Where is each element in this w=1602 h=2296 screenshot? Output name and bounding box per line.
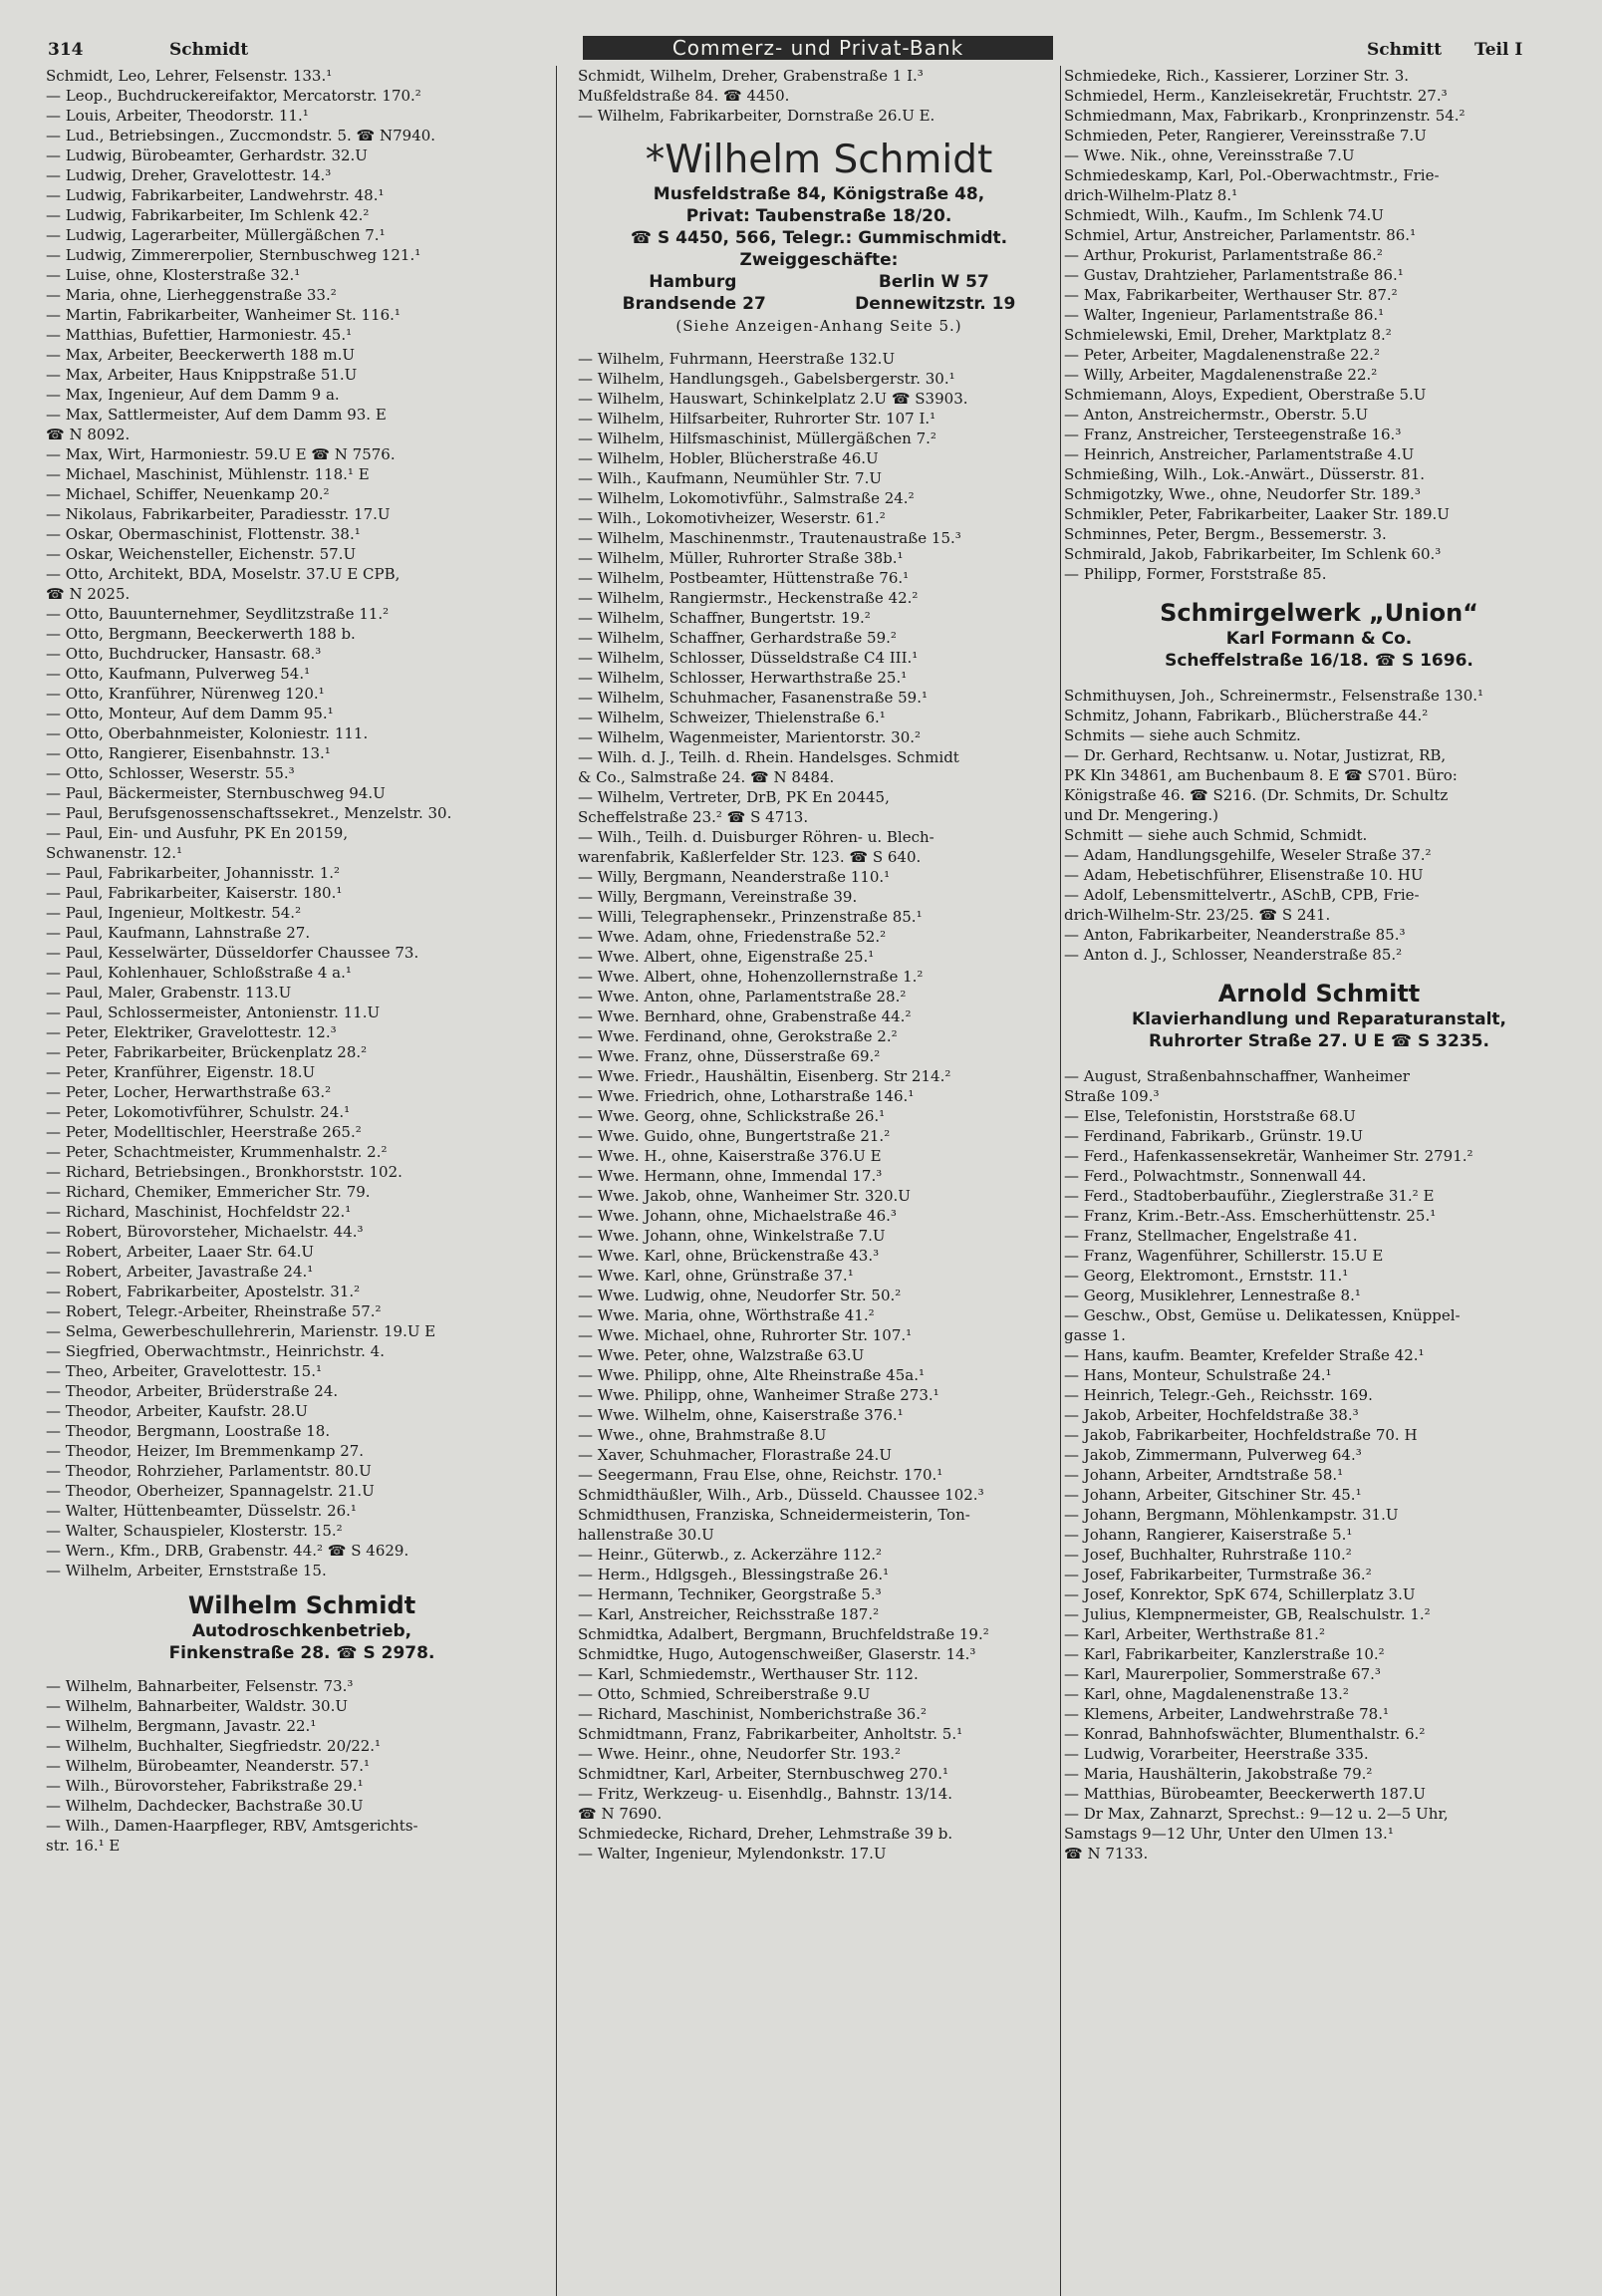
ad-street: Dennewitzstr. 19 [855,294,1016,314]
directory-entry: — Max, Fabrikarbeiter, Werthauser Str. 87.² [1064,286,1398,304]
directory-entry: — Wwe. Karl, ohne, Brückenstraße 43.³ [578,1247,880,1265]
ad-line: Autodroschkenbetrieb, [191,1621,412,1641]
directory-entry: — Walter, Ingenieur, Mylendonkstr. 17.U [578,1845,887,1863]
directory-entry: — Otto, Schmied, Schreiberstraße 9.U [578,1685,871,1703]
directory-entry: — Wwe. Adam, ohne, Friedenstraße 52.² [578,928,887,946]
directory-entry: Schmidtmann, Franz, Fabrikarbeiter, Anholtstr. 5.¹ [578,1725,963,1743]
directory-entry: — Wilhelm, Bürobeamter, Neanderstr. 57.¹ [46,1757,371,1775]
directory-entry: ☎ N 2025. [46,585,131,603]
directory-entry: — Franz, Wagenführer, Schillerstr. 15.U E [1064,1247,1384,1265]
directory-entry: — Otto, Bergmann, Beeckerwerth 188 b. [46,625,356,643]
directory-entry: — Klemens, Arbeiter, Landwehrstraße 78.¹ [1064,1705,1389,1723]
ad-line: Musfeldstraße 84, Königstraße 48, [653,184,985,204]
directory-entry: Schmiedt, Wilh., Kaufm., Im Schlenk 74.U [1064,206,1384,224]
directory-entry: — Wern., Kfm., DRB, Grabenstr. 44.² ☎ S 4629. [46,1542,409,1560]
directory-entry: — Robert, Telegr.-Arbeiter, Rheinstraße 57.² [46,1302,382,1320]
directory-entry: — Max, Ingenieur, Auf dem Damm 9 a. [46,386,340,404]
directory-entry: — Robert, Arbeiter, Javastraße 24.¹ [46,1263,314,1281]
directory-entry: Mußfeldstraße 84. ☎ 4450. [578,87,790,105]
directory-entry: — Theodor, Arbeiter, Brüderstraße 24. [46,1382,339,1400]
directory-entry: & Co., Salmstraße 24. ☎ N 8484. [578,768,835,786]
directory-entry: — Adam, Handlungsgehilfe, Weseler Straße 37.² [1064,846,1432,864]
directory-entry: — Ferd., Hafenkassensekretär, Wanheimer Str. 2791.² [1064,1147,1473,1165]
directory-entry: Schmitz, Johann, Fabrikarb., Blücherstraße 44.² [1064,707,1429,724]
directory-entry: — Wwe. Friedr., Haushältin, Eisenberg. Str 214.² [578,1067,951,1085]
ad-branch-streets [578,293,1060,315]
directory-entry: Schmiedmann, Max, Fabrikarb., Kronprinzenstr. 54.² [1064,107,1466,125]
column-3 [1064,66,1574,1864]
directory-entry: — Wilhelm, Bergmann, Javastr. 22.¹ [46,1717,317,1735]
entry-list [578,66,1060,126]
directory-entry: — Wwe. Peter, ohne, Walzstraße 63.U [578,1346,865,1364]
directory-entry: — Karl, Anstreicher, Reichsstraße 187.² [578,1605,880,1623]
directory-entry: — Ferd., Polwachtmstr., Sonnenwall 44. [1064,1167,1367,1185]
directory-entry: — Richard, Maschinist, Nomberichstraße 36.² [578,1705,928,1723]
ad-title: Schmirgelwerk „Union“ [1160,599,1478,627]
directory-entry: — Ludwig, Lagerarbeiter, Müllergäßchen 7.¹ [46,226,386,244]
directory-entry: Schmiel, Artur, Anstreicher, Parlamentstr. 86.¹ [1064,226,1417,244]
ad-city: Hamburg [649,272,737,292]
directory-entry: — Ludwig, Vorarbeiter, Heerstraße 335. [1064,1745,1369,1763]
advertisement-schmirgelwerk [1064,598,1574,672]
directory-entry: — Wilh., Bürovorsteher, Fabrikstraße 29.¹ [46,1777,364,1795]
directory-entry: — Karl, Schmiedemstr., Werthauser Str. 112. [578,1665,919,1683]
directory-entry: — Johann, Arbeiter, Arndtstraße 58.¹ [1064,1466,1344,1484]
directory-entry: — Franz, Anstreicher, Tersteegenstraße 16.³ [1064,426,1402,443]
directory-entry: — Max, Sattlermeister, Auf dem Damm 93. E [46,406,387,424]
directory-entry: — Wwe. Jakob, ohne, Wanheimer Str. 320.U [578,1187,911,1205]
directory-entry: — Georg, Elektromont., Ernststr. 11.¹ [1064,1267,1349,1285]
directory-entry: — Dr Max, Zahnarzt, Sprechst.: 9—12 u. 2—5 Uhr, [1064,1805,1449,1823]
entry-list [1064,686,1574,965]
directory-entry: — Theodor, Rohrzieher, Parlamentstr. 80.U [46,1462,372,1480]
directory-entry: — Otto, Schlosser, Weserstr. 55.³ [46,764,295,782]
directory-entry: — Peter, Elektriker, Gravelottestr. 12.³ [46,1023,337,1041]
directory-entry: Schmiemann, Aloys, Expedient, Oberstraße 5.U [1064,386,1427,404]
directory-entry: Schmitt — siehe auch Schmid, Schmidt. [1064,826,1368,844]
directory-entry: — Theodor, Oberheizer, Spannagelstr. 21.U [46,1482,375,1500]
column-divider [1060,66,1061,2296]
directory-entry: Schmidtka, Adalbert, Bergmann, Bruchfeldstraße 19.² [578,1625,989,1643]
directory-entry: — Peter, Kranführer, Eigenstr. 18.U [46,1063,316,1081]
directory-entry: — Wilhelm, Maschinenmstr., Trautenaustraße 15.³ [578,529,961,547]
directory-entry: — Seegermann, Frau Else, ohne, Reichstr. 170.¹ [578,1466,943,1484]
directory-entry: ☎ N 7690. [578,1805,663,1823]
directory-entry: — Richard, Maschinist, Hochfeldstr 22.¹ [46,1203,352,1221]
ad-line: Zweiggeschäfte: [739,250,899,270]
directory-entry: — Selma, Gewerbeschullehrerin, Marienstr. 19.U E [46,1322,436,1340]
ad-title: Wilhelm Schmidt [187,1591,416,1619]
ad-branch-cities [578,271,1060,293]
directory-entry: Samstags 9—12 Uhr, Unter den Ulmen 13.¹ [1064,1825,1394,1843]
directory-entry: — Wwe. Heinr., ohne, Neudorfer Str. 193.² [578,1745,902,1763]
directory-entry: — Wwe., ohne, Brahmstraße 8.U [578,1426,827,1444]
ad-title: Arnold Schmitt [1217,980,1421,1007]
header-section: Teil I [1474,40,1523,60]
directory-entry: Schmidthäußler, Wilh., Arb., Düsseld. Chaussee 102.³ [578,1486,984,1504]
directory-entry: — Wilhelm, Müller, Ruhrorter Straße 38b.¹ [578,549,904,567]
directory-entry: — Wilhelm, Schlosser, Herwarthstraße 25.¹ [578,669,908,687]
directory-entry: — Maria, Haushälterin, Jakobstraße 79.² [1064,1765,1373,1783]
directory-entry: — Wilhelm, Schlosser, Düsseldstraße C4 III.¹ [578,649,919,667]
directory-entry: — Wwe. Johann, ohne, Michaelstraße 46.³ [578,1207,897,1225]
directory-entry: — Otto, Rangierer, Eisenbahnstr. 13.¹ [46,744,331,762]
directory-entry: — Walter, Schauspieler, Klosterstr. 15.² [46,1522,343,1540]
directory-entry: — Peter, Arbeiter, Magdalenenstraße 22.² [1064,346,1380,364]
directory-entry: und Dr. Mengering.) [1064,806,1219,824]
directory-entry: — Ludwig, Fabrikarbeiter, Im Schlenk 42.² [46,206,370,224]
directory-entry: — Wilhelm, Hauswart, Schinkelplatz 2.U ☎ S3903. [578,390,968,408]
directory-entry: — Paul, Berufsgenossenschaftssekret., Menzelstr. 30. [46,804,452,822]
directory-entry: — Wilhelm, Lokomotivführ., Salmstraße 24.² [578,489,915,507]
directory-entry: — Anton, Fabrikarbeiter, Neanderstraße 85.³ [1064,926,1406,944]
directory-entry: — Karl, Fabrikarbeiter, Kanzlerstraße 10.² [1064,1645,1385,1663]
directory-entry: — Walter, Hüttenbeamter, Düsselstr. 26.¹ [46,1502,357,1520]
directory-entry: — Heinrich, Anstreicher, Parlamentstraße 4.U [1064,445,1415,463]
directory-entry: — Jakob, Zimmermann, Pulverweg 64.³ [1064,1446,1362,1464]
advertisement-arnold-schmitt [1064,979,1574,1052]
ad-line: Privat: Taubenstraße 18/20. [685,206,952,226]
ad-line: Finkenstraße 28. ☎ S 2978. [168,1643,435,1663]
directory-entry: — Wilhelm, Postbeamter, Hüttenstraße 76.¹ [578,569,910,587]
directory-entry: — Richard, Betriebsingen., Bronkhorststr. 102. [46,1163,402,1181]
advertisement-wilhelm-schmidt-auto [46,1590,558,1664]
ad-line: Klavierhandlung und Reparaturanstalt, [1132,1009,1506,1029]
directory-entry: — Robert, Arbeiter, Laaer Str. 64.U [46,1243,315,1261]
directory-entry: — Fritz, Werkzeug- u. Eisenhdlg., Bahnstr. 13/14. [578,1785,953,1803]
page-number: 314 [48,40,84,60]
directory-entry: — Michael, Maschinist, Mühlenstr. 118.¹ E [46,465,370,483]
directory-entry: — Wilh., Damen-Haarpfleger, RBV, Amtsgerichts- [46,1817,418,1835]
directory-entry: — Oskar, Weichensteller, Eichenstr. 57.U [46,545,357,563]
directory-entry: — Peter, Lokomotivführer, Schulstr. 24.¹ [46,1103,351,1121]
directory-entry: — Paul, Schlossermeister, Antonienstr. 11.U [46,1004,381,1021]
directory-entry: — Dr. Gerhard, Rechtsanw. u. Notar, Justizrat, RB, [1064,746,1447,764]
directory-entry: — Konrad, Bahnhofswächter, Blumenthalstr. 6.² [1064,1725,1426,1743]
directory-entry: — Otto, Buchdrucker, Hansastr. 68.³ [46,645,322,663]
directory-entry: — Jakob, Arbeiter, Hochfeldstraße 38.³ [1064,1406,1359,1424]
directory-entry: — Wilhelm, Wagenmeister, Marientorstr. 30.² [578,728,922,746]
directory-entry: — Richard, Chemiker, Emmericher Str. 79. [46,1183,371,1201]
directory-entry: — Wilhelm, Hilfsmaschinist, Müllergäßchen 7.² [578,430,936,447]
directory-entry: — Paul, Maler, Grabenstr. 113.U [46,984,292,1002]
directory-entry: Straße 109.³ [1064,1087,1160,1105]
column-1 [46,66,558,1856]
directory-entry: — Josef, Buchhalter, Ruhrstraße 110.² [1064,1546,1352,1564]
ad-line: ☎ S 4450, 566, Telegr.: Gummischmidt. [630,228,1008,248]
directory-entry: — Wilhelm, Schaffner, Bungertstr. 19.² [578,609,871,627]
directory-entry: — Robert, Bürovorsteher, Michaelstr. 44.³ [46,1223,364,1241]
directory-entry: — Paul, Fabrikarbeiter, Johannisstr. 1.² [46,864,341,882]
directory-entry: Schmießing, Wilh., Lok.-Anwärt., Düsserstr. 81. [1064,465,1426,483]
directory-entry: — Paul, Ein- und Ausfuhr, PK En 20159, [46,824,349,842]
directory-entry: — Wilhelm, Vertreter, DrB, PK En 20445, [578,788,890,806]
directory-entry: — Willy, Bergmann, Vereinstraße 39. [578,888,858,906]
directory-entry: Schmirald, Jakob, Fabrikarbeiter, Im Schlenk 60.³ [1064,545,1442,563]
directory-entry: — Philipp, Former, Forststraße 85. [1064,565,1327,583]
directory-entry: — Paul, Kohlenhauer, Schloßstraße 4 a.¹ [46,964,352,982]
directory-entry: — Matthias, Bürobeamter, Beeckerwerth 187.U [1064,1785,1426,1803]
directory-entry: — Wwe. Maria, ohne, Wörthstraße 41.² [578,1306,875,1324]
directory-entry: — Theodor, Arbeiter, Kaufstr. 28.U [46,1402,308,1420]
directory-entry: ☎ N 8092. [46,426,131,443]
directory-entry: — Xaver, Schuhmacher, Florastraße 24.U [578,1446,892,1464]
directory-entry: Schmigotzky, Wwe., ohne, Neudorfer Str. 189.³ [1064,485,1421,503]
directory-entry: — Hans, Monteur, Schulstraße 24.¹ [1064,1366,1332,1384]
directory-entry: — Willy, Bergmann, Neanderstraße 110.¹ [578,868,891,886]
directory-entry: — Wwe. Michael, ohne, Ruhrorter Str. 107.¹ [578,1326,913,1344]
ad-line: Karl Formann & Co. [1225,629,1413,649]
directory-entry: — Wwe. Friedrich, ohne, Lotharstraße 146.¹ [578,1087,915,1105]
directory-entry: — Julius, Klempnermeister, GB, Realschulstr. 1.² [1064,1605,1431,1623]
directory-entry: — Ludwig, Dreher, Gravelottestr. 14.³ [46,166,332,184]
directory-entry: Schmikler, Peter, Fabrikarbeiter, Laaker Str. 189.U [1064,505,1450,523]
directory-entry: — Wilhelm, Arbeiter, Ernststraße 15. [46,1562,327,1579]
directory-entry: Schmiedel, Herm., Kanzleisekretär, Fruchtstr. 27.³ [1064,87,1448,105]
directory-entry: Schmidthusen, Franziska, Schneidermeisterin, Ton- [578,1506,970,1524]
directory-entry: — Ludwig, Bürobeamter, Gerhardstr. 32.U [46,146,368,164]
directory-entry: — Else, Telefonistin, Horststraße 68.U [1064,1107,1356,1125]
directory-entry: Scheffelstraße 23.² ☎ S 4713. [578,808,809,826]
directory-entry: — Robert, Fabrikarbeiter, Apostelstr. 31.² [46,1283,361,1300]
directory-entry: — Wilhelm, Rangiermstr., Heckenstraße 42.² [578,589,919,607]
directory-entry: Schmiedeskamp, Karl, Pol.-Oberwachtmstr., Frie- [1064,166,1440,184]
directory-entry: str. 16.¹ E [46,1837,121,1855]
directory-entry: — Wwe. Guido, ohne, Bungertstraße 21.² [578,1127,891,1145]
directory-entry: — Willy, Arbeiter, Magdalenenstraße 22.² [1064,366,1378,384]
directory-entry: — Wilh., Kaufmann, Neumühler Str. 7.U [578,469,883,487]
directory-entry: — Heinr., Güterwb., z. Ackerzähre 112.² [578,1546,883,1564]
directory-entry: — Wwe. Johann, ohne, Winkelstraße 7.U [578,1227,886,1245]
directory-entry: — Otto, Architekt, BDA, Moselstr. 37.U E CPB, [46,565,400,583]
directory-entry: — Wwe. Albert, ohne, Eigenstraße 25.¹ [578,948,875,966]
directory-entry: — Paul, Bäckermeister, Sternbuschweg 94.U [46,784,386,802]
directory-entry: — Peter, Schachtmeister, Krummenhalstr. 2.² [46,1143,388,1161]
directory-entry: — Otto, Kaufmann, Pulverweg 54.¹ [46,665,311,683]
directory-entry: — Franz, Krim.-Betr.-Ass. Emscherhüttenstr. 25.¹ [1064,1207,1437,1225]
directory-entry: — Wilh., Teilh. d. Duisburger Röhren- u. Blech- [578,828,934,846]
directory-entry: — Lud., Betriebsingen., Zuccmondstr. 5. ☎ N7940. [46,127,436,144]
directory-entry: gasse 1. [1064,1326,1126,1344]
directory-entry: — Max, Wirt, Harmoniestr. 59.U E ☎ N 7576. [46,445,396,463]
directory-entry: — Louis, Arbeiter, Theodorstr. 11.¹ [46,107,309,125]
directory-entry: — Peter, Locher, Herwarthstraße 63.² [46,1083,332,1101]
directory-entry: — Wwe. Hermann, ohne, Immendal 17.³ [578,1167,883,1185]
directory-entry: — Wilhelm, Schuhmacher, Fasanenstraße 59.¹ [578,689,928,707]
column-2 [578,66,1060,1864]
directory-entry: Schmithuysen, Joh., Schreinermstr., Felsenstraße 130.¹ [1064,687,1484,705]
directory-entry: — Ferdinand, Fabrikarb., Grünstr. 19.U [1064,1127,1363,1145]
directory-entry: — Willi, Telegraphensekr., Prinzenstraße 85.¹ [578,908,923,926]
directory-entry: — Maria, ohne, Lierheggenstraße 33.² [46,286,337,304]
directory-entry: — Wwe. Ferdinand, ohne, Gerokstraße 2.² [578,1027,898,1045]
directory-entry: — Wilhelm, Hobler, Blücherstraße 46.U [578,449,879,467]
directory-entry: — Wwe. Wilhelm, ohne, Kaiserstraße 376.¹ [578,1406,904,1424]
directory-entry: — Johann, Rangierer, Kaiserstraße 5.¹ [1064,1526,1353,1544]
directory-entry: — Wwe. Albert, ohne, Hohenzollernstraße 1.² [578,968,924,986]
directory-entry: — Wwe. Philipp, ohne, Alte Rheinstraße 45a.¹ [578,1366,925,1384]
ad-line: Ruhrorter Straße 27. U E ☎ S 3235. [1149,1031,1489,1051]
ad-city: Berlin W 57 [878,272,989,292]
directory-entry: — Hans, kaufm. Beamter, Krefelder Straße 42.¹ [1064,1346,1425,1364]
directory-entry: — Theodor, Heizer, Im Bremmenkamp 27. [46,1442,365,1460]
directory-entry: — Wilhelm, Bahnarbeiter, Felsenstr. 73.³ [46,1677,354,1695]
entry-list [578,349,1060,1864]
directory-entry: — Peter, Fabrikarbeiter, Brückenplatz 28.² [46,1043,368,1061]
directory-entry: — Wwe. Georg, ohne, Schlickstraße 26.¹ [578,1107,886,1125]
directory-entry: — Paul, Ingenieur, Moltkestr. 54.² [46,904,302,922]
directory-entry: — Oskar, Obermaschinist, Flottenstr. 38.¹ [46,525,361,543]
directory-entry: ☎ N 7133. [1064,1845,1149,1863]
directory-entry: — Paul, Kaufmann, Lahnstraße 27. [46,924,311,942]
advertisement-wilhelm-schmidt [578,138,1060,337]
header-banner: Commerz- und Privat-Bank [583,36,1053,60]
directory-entry: — Gustav, Drahtzieher, Parlamentstraße 86.¹ [1064,266,1404,284]
directory-entry: — Wilh., Lokomotivheizer, Weserstr. 61.² [578,509,886,527]
directory-entry: — Anton d. J., Schlosser, Neanderstraße 85.² [1064,946,1403,964]
directory-entry: — Karl, ohne, Magdalenenstraße 13.² [1064,1685,1349,1703]
directory-entry: — Matthias, Bufettier, Harmoniestr. 45.¹ [46,326,353,344]
directory-entry: — Josef, Fabrikarbeiter, Turmstraße 36.² [1064,1566,1372,1583]
directory-entry: — Josef, Konrektor, SpK 674, Schillerplatz 3.U [1064,1585,1416,1603]
directory-entry: — Theodor, Bergmann, Loostraße 18. [46,1422,331,1440]
directory-entry: — Johann, Arbeiter, Gitschiner Str. 45.¹ [1064,1486,1362,1504]
directory-entry: — Otto, Oberbahnmeister, Koloniestr. 111. [46,724,369,742]
directory-entry: — Wilhelm, Schaffner, Gerhardstraße 59.² [578,629,897,647]
directory-entry: — Wwe. Philipp, ohne, Wanheimer Straße 273.¹ [578,1386,939,1404]
entry-list [46,66,558,1580]
directory-entry: warenfabrik, Kaßlerfelder Str. 123. ☎ S 640. [578,848,922,866]
directory-entry: — Wilhelm, Handlungsgeh., Gabelsbergerstr. 30.¹ [578,370,955,388]
ad-street: Brandsende 27 [622,294,766,314]
ad-note: (Siehe Anzeigen-Anhang Seite 5.) [675,317,962,335]
entry-list [1064,1066,1574,1864]
directory-entry: — Wilhelm, Bahnarbeiter, Waldstr. 30.U [46,1697,348,1715]
directory-entry: — Max, Arbeiter, Haus Knippstraße 51.U [46,366,358,384]
directory-entry: — Franz, Stellmacher, Engelstraße 41. [1064,1227,1358,1245]
directory-entry: — Theo, Arbeiter, Gravelottestr. 15.¹ [46,1362,322,1380]
directory-entry: — Ludwig, Fabrikarbeiter, Landwehrstr. 48.¹ [46,186,385,204]
directory-entry: Schmidt, Wilhelm, Dreher, Grabenstraße 1 I.³ [578,67,924,85]
header-right-name: Schmitt [1367,40,1443,60]
directory-entry: — Ludwig, Zimmererpolier, Sternbuschweg 121.¹ [46,246,421,264]
directory-entry: — Paul, Fabrikarbeiter, Kaiserstr. 180.¹ [46,884,343,902]
ad-title: *Wilhelm Schmidt [645,138,993,182]
directory-entry: Schminnes, Peter, Bergm., Bessemerstr. 3. [1064,525,1387,543]
directory-entry: Schmits — siehe auch Schmitz. [1064,726,1301,744]
directory-entry: — Adam, Hebetischführer, Elisenstraße 10. HU [1064,866,1424,884]
directory-entry: — Georg, Musiklehrer, Lennestraße 8.¹ [1064,1287,1361,1304]
directory-entry: — Karl, Arbeiter, Werthstraße 81.² [1064,1625,1325,1643]
ad-line: Scheffelstraße 16/18. ☎ S 1696. [1165,651,1473,671]
directory-entry: — Wwe. Bernhard, ohne, Grabenstraße 44.² [578,1007,912,1025]
directory-entry: — Paul, Kesselwärter, Düsseldorfer Chaussee 73. [46,944,419,962]
directory-entry: PK Kln 34861, am Buchenbaum 8. E ☎ S701. Büro: [1064,766,1458,784]
directory-entry: — Wilhelm, Dachdecker, Bachstraße 30.U [46,1797,364,1815]
directory-entry: drich-Wilhelm-Platz 8.¹ [1064,186,1238,204]
directory-entry: — Anton, Anstreichermstr., Oberstr. 5.U [1064,406,1369,424]
directory-entry: — Heinrich, Telegr.-Geh., Reichsstr. 169. [1064,1386,1373,1404]
directory-entry: — Ferd., Stadtoberbauführ., Zieglerstraße 31.² E [1064,1187,1435,1205]
directory-entry: Schmieden, Peter, Rangierer, Vereinsstraße 7.U [1064,127,1427,144]
directory-entry: — Wwe. Ludwig, ohne, Neudorfer Str. 50.² [578,1287,902,1304]
directory-entry: — Luise, ohne, Klosterstraße 32.¹ [46,266,301,284]
directory-entry: — Peter, Modelltischler, Heerstraße 265.² [46,1123,362,1141]
directory-entry: — Karl, Maurerpolier, Sommerstraße 67.³ [1064,1665,1381,1683]
directory-entry: — Max, Arbeiter, Beeckerwerth 188 m.U [46,346,355,364]
directory-entry: — Wilhelm, Fuhrmann, Heerstraße 132.U [578,350,896,368]
directory-entry: — Jakob, Fabrikarbeiter, Hochfeldstraße 70. H [1064,1426,1418,1444]
directory-entry: Schmidtke, Hugo, Autogenschweißer, Glaserstr. 14.³ [578,1645,976,1663]
directory-entry: — Johann, Bergmann, Möhlenkampstr. 31.U [1064,1506,1399,1524]
directory-entry: — Arthur, Prokurist, Parlamentstraße 86.² [1064,246,1383,264]
directory-entry: Königstraße 46. ☎ S216. (Dr. Schmits, Dr. Schultz [1064,786,1449,804]
directory-entry: — Martin, Fabrikarbeiter, Wanheimer St. 116.¹ [46,306,400,324]
directory-entry: — Wilh. d. J., Teilh. d. Rhein. Handelsges. Schmidt [578,748,959,766]
directory-entry: — Herm., Hdlgsgeh., Blessingstraße 26.¹ [578,1566,890,1583]
directory-entry: — Hermann, Techniker, Georgstraße 5.³ [578,1585,882,1603]
directory-entry: — Otto, Kranführer, Nürenweg 120.¹ [46,685,325,703]
directory-entry: — Adolf, Lebensmittelvertr., ASchB, CPB, Frie- [1064,886,1420,904]
directory-entry: — Otto, Bauunternehmer, Seydlitzstraße 11.² [46,605,390,623]
directory-entry: — Walter, Ingenieur, Parlamentstraße 86.¹ [1064,306,1385,324]
directory-entry: Schmidt, Leo, Lehrer, Felsenstr. 133.¹ [46,67,333,85]
directory-entry: — Wilhelm, Schweizer, Thielenstraße 6.¹ [578,709,886,726]
directory-entry: — Wilhelm, Hilfsarbeiter, Ruhrorter Str. 107 I.¹ [578,410,936,428]
directory-entry: Schmiedecke, Richard, Dreher, Lehmstraße 39 b. [578,1825,953,1843]
directory-entry: — Wwe. Franz, ohne, Düsserstraße 69.² [578,1047,881,1065]
directory-entry: hallenstraße 30.U [578,1526,714,1544]
directory-entry: — Geschw., Obst, Gemüse u. Delikatessen, Knüppel- [1064,1306,1461,1324]
directory-entry: — Leop., Buchdruckereifaktor, Mercatorstr. 170.² [46,87,421,105]
directory-entry: — Wwe. H., ohne, Kaiserstraße 376.U E [578,1147,882,1165]
directory-entry: drich-Wilhelm-Str. 23/25. ☎ S 241. [1064,906,1331,924]
header-left-name: Schmidt [169,40,249,60]
directory-entry: — Wwe. Nik., ohne, Vereinsstraße 7.U [1064,146,1355,164]
directory-entry: — Wilhelm, Buchhalter, Siegfriedstr. 20/22.¹ [46,1737,382,1755]
directory-entry: — Otto, Monteur, Auf dem Damm 95.¹ [46,705,334,722]
directory-entry: Schmielewski, Emil, Dreher, Marktplatz 8.² [1064,326,1392,344]
directory-entry: — Wwe. Karl, ohne, Grünstraße 37.¹ [578,1267,854,1285]
entry-list [1064,66,1574,584]
directory-entry: Schmidtner, Karl, Arbeiter, Sternbuschweg 270.¹ [578,1765,949,1783]
directory-entry: — Michael, Schiffer, Neuenkamp 20.² [46,485,330,503]
entry-list [46,1676,558,1856]
directory-entry: — August, Straßenbahnschaffner, Wanheimer [1064,1067,1410,1085]
directory-entry: — Nikolaus, Fabrikarbeiter, Paradiesstr. 17.U [46,505,391,523]
directory-entry: — Wwe. Anton, ohne, Parlamentstraße 28.² [578,988,907,1005]
directory-entry: — Siegfried, Oberwachtmstr., Heinrichstr. 4. [46,1342,385,1360]
directory-entry: Schwanenstr. 12.¹ [46,844,182,862]
directory-entry: — Wilhelm, Fabrikarbeiter, Dornstraße 26.U E. [578,107,935,125]
directory-entry: Schmiedeke, Rich., Kassierer, Lorziner Str. 3. [1064,67,1410,85]
